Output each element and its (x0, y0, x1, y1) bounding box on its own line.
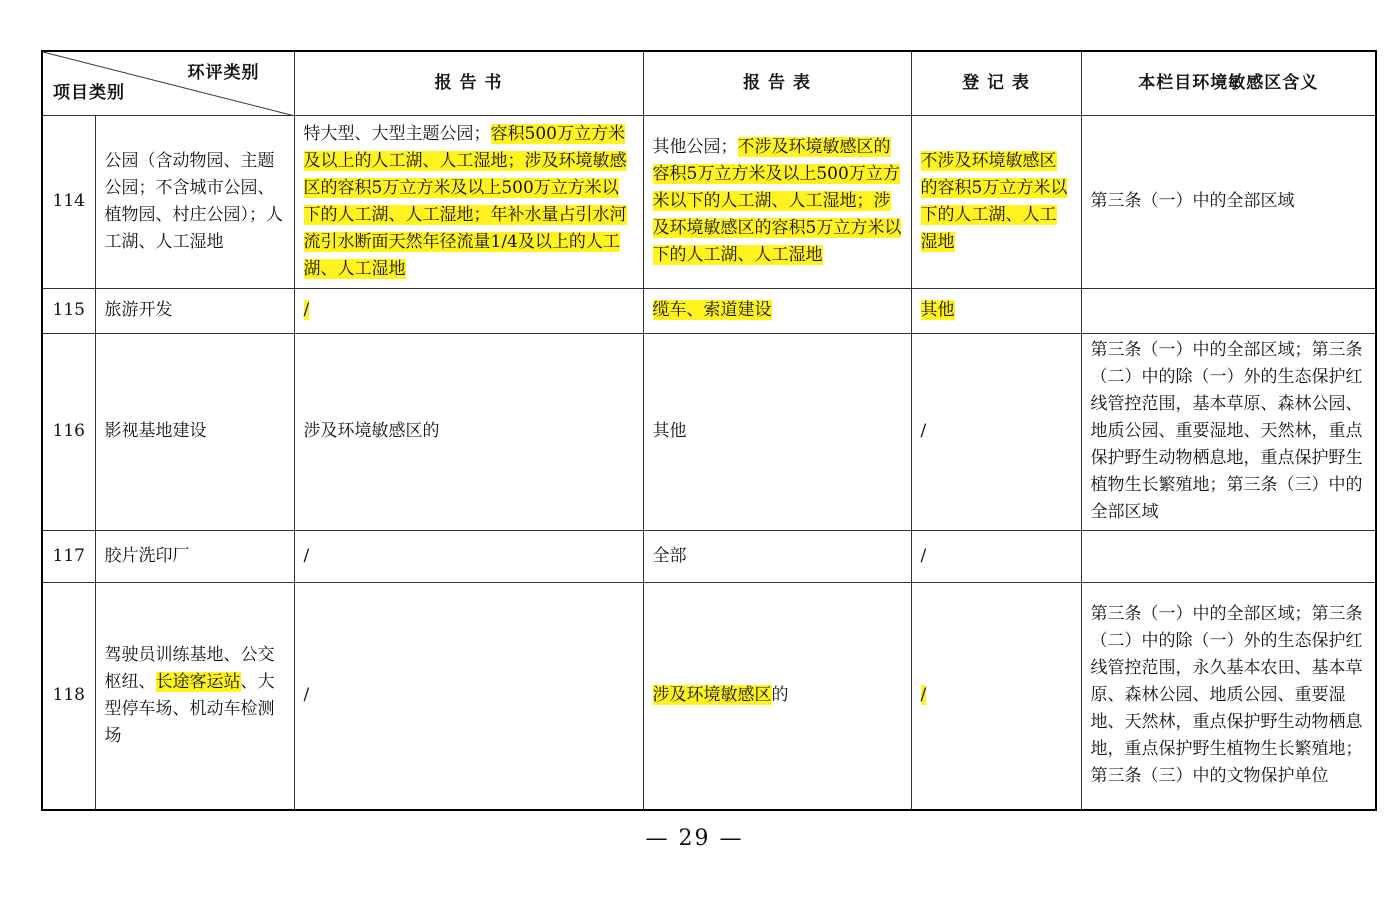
table-row (42, 530, 1376, 582)
diagonal-header-cell (42, 51, 294, 115)
highlighted-text: 缆车、索道建设 (652, 300, 772, 320)
header-project-category: 项目类别 (53, 82, 125, 103)
sensitive-area-meaning (1081, 530, 1376, 582)
highlighted-text: / (920, 685, 927, 706)
report-book-cell (294, 288, 643, 333)
eia-classification-table (41, 50, 1377, 811)
sensitive-area-meaning (1081, 288, 1376, 333)
report-table-cell (643, 115, 911, 288)
project-category: 影视基地建设 (95, 333, 294, 530)
report-book-cell: / (294, 582, 643, 810)
row-number: 115 (42, 288, 95, 333)
header-eia-category: 环评类别 (187, 63, 260, 83)
header-report-book: 报 告 书 (294, 51, 643, 115)
table-row (42, 333, 1376, 530)
table-row (42, 582, 1376, 810)
highlighted-text: 长途客运站 (155, 671, 241, 692)
row-number: 114 (42, 115, 95, 288)
header-register-form: 登 记 表 (911, 51, 1081, 115)
project-category-text: 、大型停车场、机动车检测场 (104, 671, 275, 746)
sensitive-area-meaning: 第三条（一）中的全部区域 (1081, 115, 1376, 288)
project-category: 胶片洗印厂 (95, 530, 294, 582)
report-book-cell: / (294, 530, 643, 582)
register-cell: / (911, 333, 1081, 530)
report-table-cell: 其他 (643, 333, 911, 530)
report-table-cell (643, 582, 911, 810)
highlighted-text: / (303, 300, 310, 320)
register-cell (911, 115, 1081, 288)
report-table-text: 其他公园； (652, 137, 738, 157)
register-cell: / (911, 530, 1081, 582)
project-category: 公园（含动物园、主题公园；不含城市公园、植物园、村庄公园）；人工湖、人工湿地 (95, 115, 294, 288)
highlighted-text: 其他 (920, 300, 955, 320)
highlighted-text: 不涉及环境敏感区的容积5万立方米及以上500万立方米以下的人工湖、人工湿地；涉及环境敏感区的容积5万立方米以下的人工湖、人工湿地 (652, 137, 902, 265)
report-book-cell (294, 115, 643, 288)
table-row (42, 288, 1376, 333)
highlighted-text: 涉及环境敏感区 (652, 685, 772, 706)
page-number: — 29 — (645, 826, 744, 851)
sensitive-area-meaning: 第三条（一）中的全部区域；第三条（二）中的除（一）外的生态保护红线管控范围，永久基本农田、基本草原、森林公园、地质公园、重要湿地、天然林，重点保护野生动物栖息地，重点保护野生植物生长繁殖地；第三条（三）中的文物保护单位 (1081, 582, 1376, 810)
header-report-table: 报 告 表 (643, 51, 911, 115)
table-header-row (42, 51, 1376, 115)
report-book-cell: 涉及环境敏感区的 (294, 333, 643, 530)
row-number: 117 (42, 530, 95, 582)
row-number: 118 (42, 582, 95, 810)
row-number: 116 (42, 333, 95, 530)
report-book-text: 特大型、大型主题公园； (303, 123, 491, 144)
register-cell (911, 582, 1081, 810)
project-category (95, 582, 294, 810)
header-sensitive-area-meaning: 本栏目环境敏感区含义 (1081, 51, 1376, 115)
report-table-text: 的 (771, 685, 789, 706)
highlighted-text: 容积500万立方米及以上的人工湖、人工湿地；涉及环境敏感区的容积5万立方米及以上500万立方米以下的人工湖、人工湿地；年补水量占引水河流引水断面天然年径流量1/4及以上的人工湖、人工湿地 (303, 123, 627, 279)
report-table-cell (643, 288, 911, 333)
table-row (42, 115, 1376, 288)
sensitive-area-meaning: 第三条（一）中的全部区域；第三条（二）中的除（一）外的生态保护红线管控范围，基本草原、森林公园、地质公园、重要湿地、天然林，重点保护野生动物栖息地，重点保护野生植物生长繁殖地；第三条（三）中的全部区域 (1081, 333, 1376, 530)
highlighted-text: 不涉及环境敏感区的容积5万立方米以下的人工湖、人工湿地 (920, 150, 1068, 252)
register-cell (911, 288, 1081, 333)
report-table-cell: 全部 (643, 530, 911, 582)
project-category-text: 驾驶员训练基地、公交枢纽、 (104, 644, 275, 692)
project-category: 旅游开发 (95, 288, 294, 333)
